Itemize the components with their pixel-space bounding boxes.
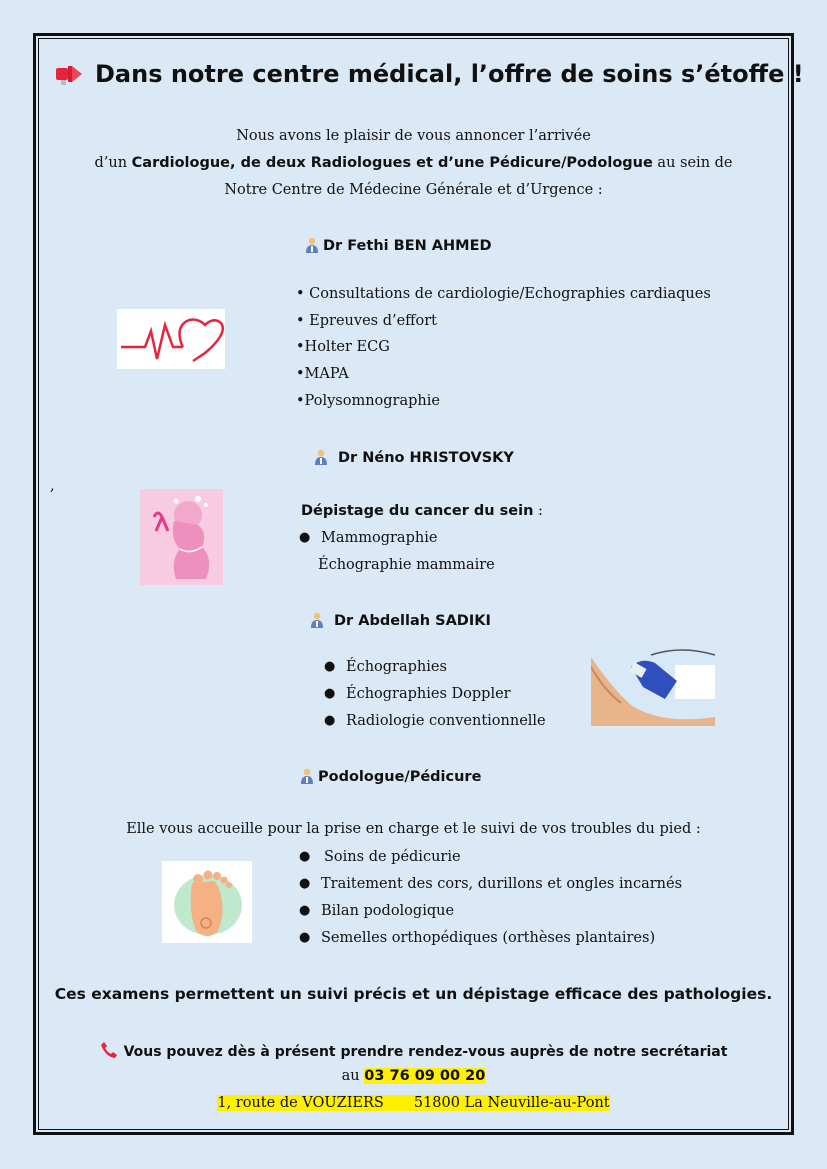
doctor-1-name: Dr Fethi BEN AHMED (305, 237, 492, 257)
podiatrist-service: ● Traitement des cors, durillons et ongles incarnés (299, 876, 683, 892)
doctor-1-service: •MAPA (296, 366, 349, 382)
contact-line: Vous pouvez dès à présent prendre rendez-vous auprès de notre secrétariat (40, 1041, 787, 1063)
foot-image (162, 861, 252, 943)
podiatrist-service: ● Bilan podologique (299, 903, 455, 919)
doctor-1-service: •Polysomnographie (296, 393, 440, 409)
stray-comma: , (50, 478, 55, 494)
address-line (40, 1095, 787, 1111)
doctor-3-service: ● Échographies (324, 659, 447, 675)
bullet-icon: ● (299, 530, 311, 545)
bullet-icon: ● (299, 849, 311, 864)
doctor-2-name: Dr Néno HRISTOVSKY (314, 449, 514, 469)
doctor-2-service: Échographie mammaire (318, 557, 495, 573)
podiatrist-intro: Elle vous accueille pour la prise en charge et le suivi de vos troubles du pied : (126, 821, 701, 837)
doctor-2-heading: Dépistage du cancer du sein : (301, 503, 543, 519)
doppler-ultrasound-image (591, 647, 715, 726)
bullet-icon: ● (324, 713, 336, 728)
heartbeat-image (117, 309, 225, 369)
doctor-icon (300, 768, 314, 788)
doctor-1-service: • Consultations de cardiologie/Echographies cardiaques (296, 286, 711, 302)
page-title: Dans notre centre médical, l’offre de soins s’étoffe ! (55, 60, 785, 92)
bullet-icon: ● (324, 686, 336, 701)
intro-line-1: Nous avons le plaisir de vous annoncer l’arrivée (236, 128, 591, 144)
doctor-icon (314, 449, 328, 469)
intro-line-3: Notre Centre de Médecine Générale et d’Urgence : (224, 182, 603, 198)
bullet-icon: ● (299, 876, 311, 891)
megaphone-icon (55, 62, 85, 92)
address-city: 51800 La Neuville-au-Pont (413, 1095, 610, 1111)
doctor-1-service: • Epreuves d’effort (296, 313, 437, 329)
bullet-icon: ● (299, 903, 311, 918)
podiatrist-service: ● Semelles orthopédiques (orthèses plantaires) (299, 930, 656, 946)
address-street: 1, route de VOUZIERS (217, 1095, 384, 1111)
podiatrist-service: ● Soins de pédicurie (299, 849, 461, 865)
doctor-2-service: ● Mammographie (299, 530, 438, 546)
doctor-1-service: •Holter ECG (296, 339, 390, 355)
doctor-3-service: ● Radiologie conventionnelle (324, 713, 546, 729)
doctor-3-name: Dr Abdellah SADIKI (310, 612, 491, 632)
doctor-3-service: ● Échographies Doppler (324, 686, 511, 702)
breast-cancer-awareness-image (140, 489, 223, 585)
doctor-icon (305, 237, 319, 257)
podiatrist-name: Podologue/Pédicure (300, 768, 481, 788)
closing-statement: Ces examens permettent un suivi précis et un dépistage efficace des pathologies. (54, 985, 773, 1003)
bullet-icon: ● (299, 930, 311, 945)
phone-number[interactable]: 03 76 09 00 20 (364, 1068, 486, 1084)
intro-line-2: d’un Cardiologue, de deux Radiologues et d’une Pédicure/Podologue au sein de (94, 155, 733, 171)
bullet-icon: ● (324, 659, 336, 674)
doctor-icon (310, 612, 324, 632)
phone-icon (100, 1041, 118, 1063)
phone-line: au 03 76 09 00 20 (341, 1068, 486, 1084)
